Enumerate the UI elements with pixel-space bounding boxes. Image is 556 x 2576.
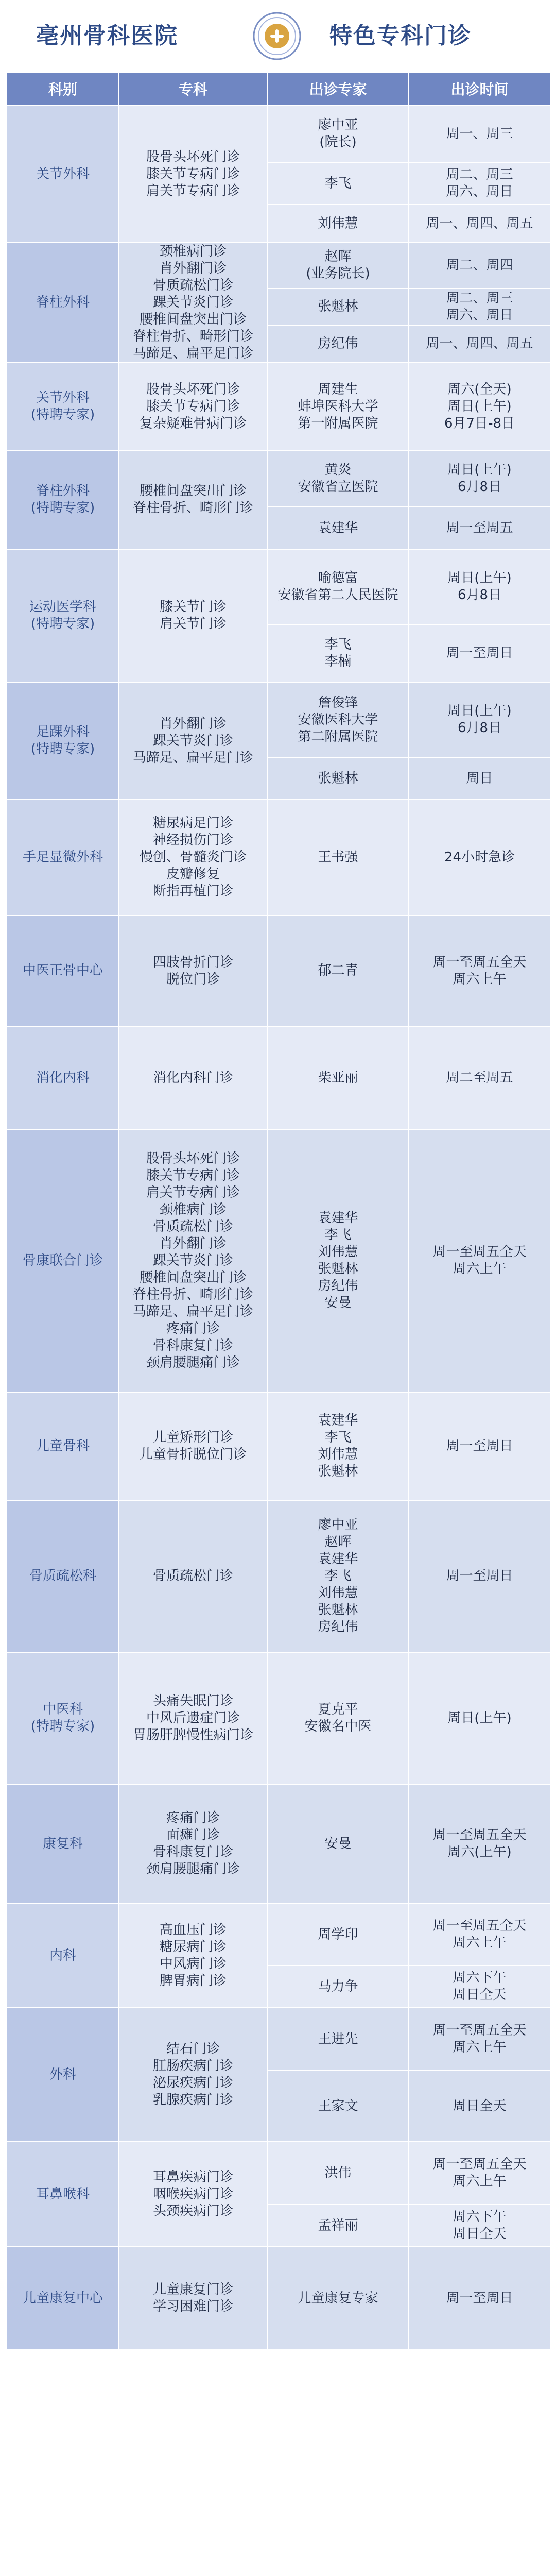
time-cell: 周一、周四、周五 (409, 205, 550, 243)
specialty-cell: 腰椎间盘突出门诊 脊柱骨折、畸形门诊 (119, 450, 267, 549)
time-cell: 周二至周五 (409, 1026, 550, 1129)
specialty-cell: 耳鼻疾病门诊 咽喉疾病门诊 头颈疾病门诊 (119, 2142, 267, 2247)
doctor-cell: 廖中亚 赵晖 袁建华 李飞 刘伟慧 张魁林 房纪伟 (267, 1500, 409, 1652)
doctor-cell: 张魁林 (267, 289, 409, 326)
table-row (7, 106, 550, 162)
table-header-row (7, 73, 550, 106)
column-header-dept: 科别 (7, 73, 119, 106)
time-cell: 周日(上午) 6月8日 (409, 450, 550, 507)
time-cell: 周一至周五全天 周六上午 (409, 1904, 550, 1965)
specialty-cell: 儿童康复门诊 学习困难门诊 (119, 2247, 267, 2350)
time-cell: 周日(上午) (409, 1652, 550, 1784)
doctor-cell: 张魁林 (267, 757, 409, 800)
table-row (7, 2008, 550, 2071)
time-cell: 周一至周五全天 周六上午 (409, 2008, 550, 2071)
department-cell: 儿童骨科 (7, 1392, 119, 1500)
time-cell: 周一至周日 (409, 1500, 550, 1652)
department-cell: 外科 (7, 2008, 119, 2142)
time-cell: 周一至周五全天 周六上午 (409, 1129, 550, 1392)
doctor-cell: 袁建华 李飞 刘伟慧 张魁林 房纪伟 安曼 (267, 1129, 409, 1392)
table-row (7, 363, 550, 450)
time-cell: 周日(上午) 6月8日 (409, 682, 550, 757)
time-cell: 周二、周四 (409, 243, 550, 289)
department-cell: 运动医学科 (特聘专家) (7, 549, 119, 682)
department-cell: 骨康联合门诊 (7, 1129, 119, 1392)
table-row (7, 450, 550, 507)
table-row (7, 1129, 550, 1392)
time-cell: 周六下午 周日全天 (409, 1965, 550, 2008)
doctor-cell: 王进先 (267, 2008, 409, 2071)
time-cell: 周一至周日 (409, 2247, 550, 2350)
time-cell: 周一至周五 (409, 507, 550, 549)
doctor-cell: 詹俊锋 安徽医科大学 第二附属医院 (267, 682, 409, 757)
specialty-cell: 股骨头坏死门诊 膝关节专病门诊 肩关节专病门诊 (119, 106, 267, 243)
department-cell: 儿童康复中心 (7, 2247, 119, 2350)
specialty-cell: 高血压门诊 糖尿病门诊 中风病门诊 脾胃病门诊 (119, 1904, 267, 2008)
specialty-cell: 四肢骨折门诊 脱位门诊 (119, 916, 267, 1026)
time-cell: 24小时急诊 (409, 800, 550, 916)
table-row (7, 800, 550, 916)
doctor-cell: 刘伟慧 (267, 205, 409, 243)
specialty-cell: 消化内科门诊 (119, 1026, 267, 1129)
doctor-cell: 夏克平 安徽名中医 (267, 1652, 409, 1784)
table-row (7, 2247, 550, 2350)
table-row (7, 1652, 550, 1784)
hospital-seal-icon (252, 11, 302, 61)
specialty-cell: 糖尿病足门诊 神经损伤门诊 慢创、骨髓炎门诊 皮瓣修复 断指再植门诊 (119, 800, 267, 916)
time-cell: 周六下午 周日全天 (409, 2205, 550, 2247)
specialty-cell: 肖外翻门诊 踝关节炎门诊 马蹄足、扁平足门诊 (119, 682, 267, 800)
table-row (7, 243, 550, 289)
doctor-cell: 房纪伟 (267, 326, 409, 363)
doctor-cell: 廖中亚 (院长) (267, 106, 409, 162)
time-cell: 周一至周日 (409, 624, 550, 682)
time-cell: 周一、周四、周五 (409, 326, 550, 363)
table-row (7, 1026, 550, 1129)
department-cell: 消化内科 (7, 1026, 119, 1129)
table-row (7, 1500, 550, 1652)
department-cell: 内科 (7, 1904, 119, 2008)
specialty-cell: 儿童矫形门诊 儿童骨折脱位门诊 (119, 1392, 267, 1500)
doctor-cell: 黄炎 安徽省立医院 (267, 450, 409, 507)
doctor-cell: 周学印 (267, 1904, 409, 1965)
doctor-cell: 洪伟 (267, 2142, 409, 2205)
doctor-cell: 赵晖 (业务院长) (267, 243, 409, 289)
specialty-cell: 头痛失眠门诊 中风后遗症门诊 胃肠肝脾慢性病门诊 (119, 1652, 267, 1784)
specialty-cell: 膝关节门诊 肩关节门诊 (119, 549, 267, 682)
table-row (7, 549, 550, 624)
time-cell: 周一至周五全天 周六(上午) (409, 1784, 550, 1904)
doctor-cell: 王家文 (267, 2071, 409, 2142)
department-cell: 关节外科 (特聘专家) (7, 363, 119, 450)
specialty-cell: 骨质疏松门诊 (119, 1500, 267, 1652)
page-subtitle: 特色专科门诊 (329, 23, 472, 49)
table-row (7, 1904, 550, 1965)
time-cell: 周二、周三 周六、周日 (409, 289, 550, 326)
doctor-cell: 儿童康复专家 (267, 2247, 409, 2350)
department-cell: 骨质疏松科 (7, 1500, 119, 1652)
table-row (7, 1392, 550, 1500)
time-cell: 周六(全天) 周日(上午) 6月7日-8日 (409, 363, 550, 450)
doctor-cell: 王书强 (267, 800, 409, 916)
department-cell: 关节外科 (7, 106, 119, 243)
schedule-table (6, 72, 551, 2350)
table-body (7, 106, 550, 2350)
doctor-cell: 孟祥丽 (267, 2205, 409, 2247)
doctor-cell: 马力争 (267, 1965, 409, 2008)
department-cell: 耳鼻喉科 (7, 2142, 119, 2247)
table-row (7, 2142, 550, 2205)
specialty-cell: 疼痛门诊 面瘫门诊 骨科康复门诊 颈肩腰腿痛门诊 (119, 1784, 267, 1904)
specialty-cell: 结石门诊 肛肠疾病门诊 泌尿疾病门诊 乳腺疾病门诊 (119, 2008, 267, 2142)
doctor-cell: 袁建华 (267, 507, 409, 549)
time-cell: 周日(上午) 6月8日 (409, 549, 550, 624)
page-header (0, 0, 556, 72)
time-cell: 周二、周三 周六、周日 (409, 162, 550, 205)
table-row (7, 1784, 550, 1904)
department-cell: 中医正骨中心 (7, 916, 119, 1026)
time-cell: 周日 (409, 757, 550, 800)
doctor-cell: 柴亚丽 (267, 1026, 409, 1129)
department-cell: 脊柱外科 (特聘专家) (7, 450, 119, 549)
doctor-cell: 喻德富 安徽省第二人民医院 (267, 549, 409, 624)
specialty-cell: 股骨头坏死门诊 膝关节专病门诊 复杂疑难骨病门诊 (119, 363, 267, 450)
column-header-time: 出诊时间 (409, 73, 550, 106)
specialty-cell: 股骨头坏死门诊 膝关节专病门诊 肩关节专病门诊 颈椎病门诊 骨质疏松门诊 肖外翻门诊 踝关节炎门诊 腰椎间盘突出门诊 脊柱骨折、畸形门诊 马蹄足、扁平足门诊 疼痛门诊 骨科康复门诊 颈肩腰腿痛门诊 (119, 1129, 267, 1392)
department-cell: 中医科 (特聘专家) (7, 1652, 119, 1784)
doctor-cell: 周建生 蚌埠医科大学 第一附属医院 (267, 363, 409, 450)
time-cell: 周一至周五全天 周六上午 (409, 916, 550, 1026)
doctor-cell: 李飞 (267, 162, 409, 205)
column-header-specialty: 专科 (119, 73, 267, 106)
table-row (7, 916, 550, 1026)
time-cell: 周一、周三 (409, 106, 550, 162)
time-cell: 周一至周五全天 周六上午 (409, 2142, 550, 2205)
time-cell: 周日全天 (409, 2071, 550, 2142)
column-header-doctor: 出诊专家 (267, 73, 409, 106)
table-row (7, 682, 550, 757)
department-cell: 脊柱外科 (7, 243, 119, 363)
doctor-cell: 安曼 (267, 1784, 409, 1904)
doctor-cell: 郁二青 (267, 916, 409, 1026)
department-cell: 手足显微外科 (7, 800, 119, 916)
doctor-cell: 李飞 李楠 (267, 624, 409, 682)
specialty-cell: 颈椎病门诊 肖外翻门诊 骨质疏松门诊 踝关节炎门诊 腰椎间盘突出门诊 脊柱骨折、畸形门诊 马蹄足、扁平足门诊 (119, 243, 267, 363)
department-cell: 康复科 (7, 1784, 119, 1904)
hospital-name: 亳州骨科医院 (36, 23, 178, 49)
doctor-cell: 袁建华 李飞 刘伟慧 张魁林 (267, 1392, 409, 1500)
department-cell: 足踝外科 (特聘专家) (7, 682, 119, 800)
time-cell: 周一至周日 (409, 1392, 550, 1500)
